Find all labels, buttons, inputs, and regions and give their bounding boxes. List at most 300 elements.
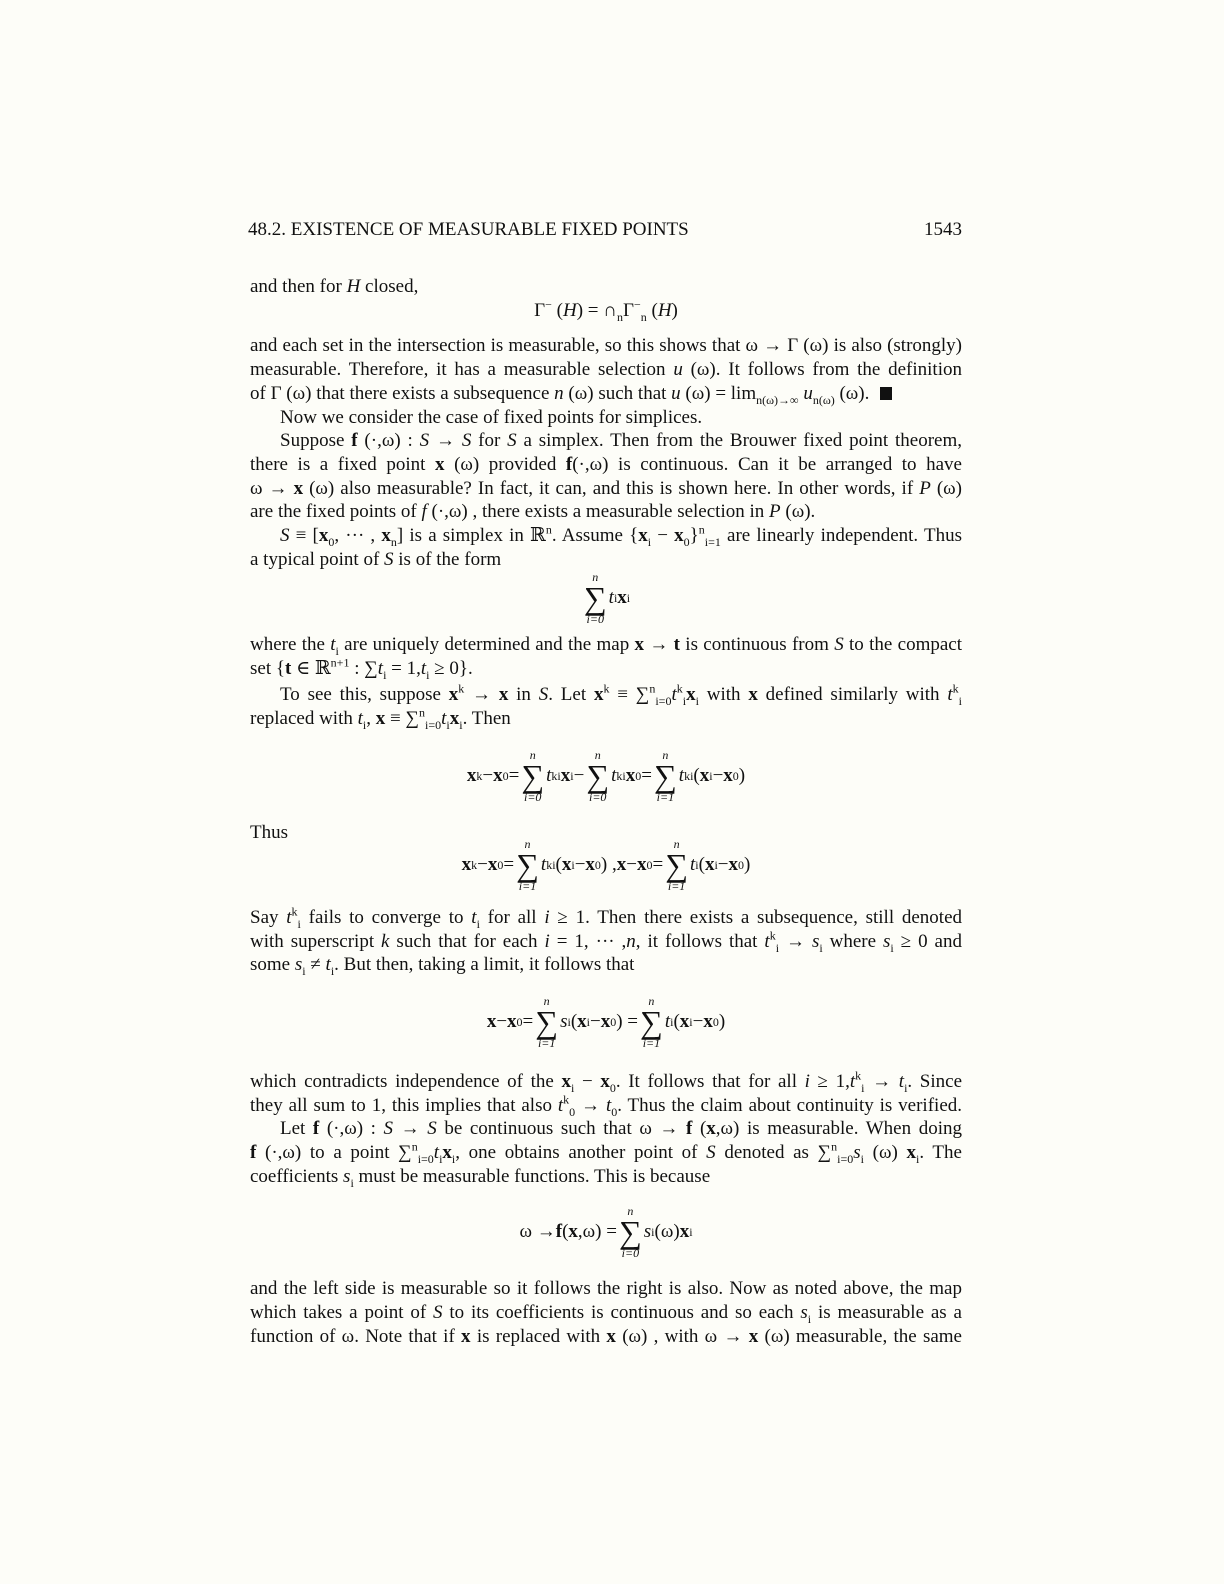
text-run: →	[429, 430, 462, 451]
math-italic: t	[898, 1071, 905, 1092]
sum-upper-limit: n	[592, 570, 599, 584]
math-bold: x	[679, 1221, 690, 1242]
superscript: n	[411, 1139, 418, 1154]
text-run: (ω).	[780, 501, 816, 522]
math-bold: x	[466, 765, 477, 786]
math-italic: t	[357, 708, 363, 729]
sum-lower-limit: i=0	[524, 790, 542, 804]
summation	[586, 749, 609, 803]
display-equation: x k − x 0 = n ∑ i=0 t k i x i − n ∑ i=0 t k i x 0 = n ∑ i=1 t k i ( x i − x 0 )	[466, 748, 746, 804]
text-run: . Assume {	[551, 525, 639, 546]
subscript: i=0	[425, 717, 442, 732]
math-bold: x	[449, 708, 460, 729]
math-italic: s	[883, 931, 891, 952]
summation	[619, 1205, 642, 1259]
math-bold: x	[636, 854, 647, 875]
text-run: (	[562, 1221, 569, 1242]
text-line	[250, 1117, 962, 1141]
text-run: ≡ ∑	[609, 684, 650, 705]
text-run: (ω) also measurable? In fact, it can, and this is shown here. In other words, if	[303, 478, 920, 499]
superscript: k	[458, 681, 465, 696]
text-line	[250, 548, 962, 572]
summation	[535, 995, 558, 1049]
text-run: Suppose	[280, 430, 352, 451]
math-bold: x	[686, 684, 696, 705]
text-run: −	[496, 1011, 508, 1032]
text-run: is of the form	[393, 549, 502, 570]
sum-lower-limit: i=1	[642, 1036, 661, 1050]
text-run: →	[644, 634, 674, 655]
math-italic: t	[441, 708, 447, 729]
subscript: i=0	[837, 1151, 854, 1166]
text-run: (	[551, 300, 563, 321]
text-run: Let	[280, 1118, 313, 1139]
sum-lower-limit: i=0	[589, 790, 607, 804]
math-italic: S	[280, 525, 290, 546]
display-equation: x k − x 0 = n ∑ i=1 t k i ( x i − x 0 ) , x − x 0 = n ∑ i=1 t i ( x i − x 0 )	[461, 837, 751, 893]
superscript: n	[831, 1139, 838, 1154]
math-bold: x	[617, 587, 627, 608]
text-run: )	[718, 1011, 726, 1032]
math-bold: x	[634, 634, 645, 655]
summation	[640, 995, 663, 1049]
math-bold: x	[381, 525, 391, 546]
text-run: fails to converge to	[300, 907, 472, 928]
math-bold: x	[561, 1071, 571, 1092]
math-bold: x	[606, 1326, 616, 1347]
text-run: . Thus the claim about continuity is verified.	[617, 1095, 962, 1116]
math-italic: s	[343, 1166, 351, 1187]
text-line	[250, 657, 962, 681]
sigma-icon: ∑	[665, 847, 688, 883]
math-italic: s	[560, 1011, 568, 1032]
math-italic: t	[664, 1011, 671, 1032]
math-italic: P	[769, 501, 781, 522]
math-bold: x	[728, 854, 739, 875]
text-run: (·,ω) , there exists a measurable selection in	[426, 501, 770, 522]
text-line	[250, 406, 962, 430]
math-bold: x	[706, 1118, 716, 1139]
subscript: i	[439, 1151, 443, 1166]
text-run: there is a fixed point	[250, 454, 435, 475]
text-run: −	[574, 854, 586, 875]
text-run: (ω) provided	[444, 454, 566, 475]
text-line	[250, 906, 962, 930]
text-run: a typical point of	[250, 549, 385, 570]
math-italic: t	[433, 1142, 440, 1163]
math-bold: x	[507, 1011, 517, 1032]
superscript: n	[545, 522, 552, 537]
text-run: , one obtains another point of	[455, 1142, 707, 1163]
subscript: i	[362, 717, 367, 732]
subscript: i	[890, 940, 894, 955]
math-bold: f	[250, 1142, 257, 1163]
text-run: with	[698, 684, 749, 705]
text-run: ≡ [	[289, 525, 319, 546]
text-run: (ω). It follows from the definition	[682, 359, 962, 380]
subscript: i	[647, 534, 652, 549]
superscript: n	[419, 705, 426, 720]
math-italic: t	[611, 765, 617, 786]
summation	[521, 749, 544, 803]
text-run: ω →	[250, 478, 294, 499]
text-run: to its coefficients is continuous and so each	[442, 1302, 801, 1323]
subscript: i	[383, 667, 387, 682]
text-line	[250, 299, 962, 323]
math-italic: H	[346, 276, 361, 297]
math-italic: i	[804, 1071, 810, 1092]
math-bold: x	[638, 525, 648, 546]
math-bold: t	[673, 634, 680, 655]
text-run: −	[626, 854, 637, 875]
text-run: Γ	[622, 300, 634, 321]
math-bold: x	[748, 1326, 759, 1347]
subscript: i	[682, 693, 687, 708]
superscript: k	[603, 681, 610, 696]
text-run: −	[692, 1011, 704, 1032]
superscript: k	[291, 904, 298, 919]
math-italic: u	[803, 383, 813, 404]
math-bold: x	[748, 684, 758, 705]
text-run: )	[744, 854, 751, 875]
text-line	[250, 1141, 962, 1165]
text-line	[250, 1070, 962, 1094]
text-run: ,ω) is measurable. When doing	[715, 1118, 962, 1139]
text-run: ≥ 0}.	[429, 658, 473, 679]
math-bold: x	[600, 1071, 610, 1092]
text-run: for	[471, 430, 508, 451]
text-run: where the	[250, 634, 331, 655]
math-italic: n	[626, 931, 636, 952]
text-run: −	[573, 765, 585, 786]
text-run: is continuous from	[679, 634, 835, 655]
text-run: must be measurable functions. This is because	[353, 1166, 711, 1187]
text-run: (	[698, 854, 705, 875]
text-run: (·,ω) to a point ∑	[256, 1142, 412, 1163]
text-run: with superscript	[250, 931, 382, 952]
subscript: i	[958, 693, 962, 708]
subscript: i	[904, 1080, 908, 1095]
math-italic: t	[557, 1095, 564, 1116]
qed-square-icon	[880, 387, 892, 400]
text-line	[250, 500, 962, 524]
text-run: and then for	[250, 276, 347, 297]
text-run: ∈ ℝ	[291, 658, 331, 679]
subscript: i	[297, 916, 301, 931]
math-bold: x	[625, 765, 636, 786]
math-bold: x	[493, 765, 503, 786]
math-bold: f	[351, 430, 358, 451]
text-run: which contradicts independence of the	[250, 1071, 562, 1092]
text-run: for all	[479, 907, 545, 928]
subscript: i	[451, 1151, 456, 1166]
text-run: and the left side is measurable so it follows the right is also. Now as noted above, the map	[250, 1278, 962, 1299]
sum-lower-limit: i=1	[537, 1036, 556, 1050]
math-bold: x	[600, 1011, 611, 1032]
math-italic: i	[544, 931, 550, 952]
text-run: Γ	[534, 300, 546, 321]
text-run: ≠	[305, 954, 326, 975]
math-bold: x	[703, 1011, 713, 1032]
superscript: n	[698, 522, 705, 537]
text-run: (	[693, 765, 700, 786]
text-run: ≥ 0 and	[893, 931, 962, 952]
text-run: ≥ 1. Then there exists a subsequence, still denoted	[549, 907, 963, 928]
text-run: )	[738, 765, 746, 786]
text-run: they all sum to 1, this implies that also	[250, 1095, 558, 1116]
text-run: in	[508, 684, 539, 705]
math-italic: S	[538, 684, 549, 705]
superscript: k	[676, 681, 683, 696]
text-run: are linearly independent. Thus	[720, 525, 963, 546]
math-bold: x	[679, 1011, 690, 1032]
text-run: →	[864, 1071, 899, 1092]
text-run: which takes a point of	[250, 1302, 434, 1323]
math-italic: S	[427, 1118, 437, 1139]
text-line	[250, 1277, 962, 1301]
subscript: 0	[611, 1104, 618, 1119]
sum-upper-limit: n	[627, 1204, 634, 1218]
text-line	[250, 1325, 962, 1349]
text-run: is measurable as a	[811, 1302, 962, 1323]
math-italic: t	[764, 931, 770, 952]
text-line	[250, 453, 962, 477]
text-run: −	[590, 1011, 601, 1032]
summation	[654, 749, 677, 803]
math-bold: t	[284, 658, 292, 679]
text-run: . Then	[462, 708, 511, 729]
text-run: (ω)	[864, 1142, 907, 1163]
text-run: to the compact	[843, 634, 962, 655]
text-run: = 1,	[386, 658, 421, 679]
text-line	[250, 524, 962, 548]
text-run: ,ω) =	[577, 1221, 617, 1242]
text-run: −	[574, 1071, 601, 1092]
superscript: −	[545, 297, 552, 312]
text-run: −	[482, 765, 494, 786]
superscript: n	[649, 681, 656, 696]
summation	[665, 838, 688, 892]
text-run: =	[522, 1011, 534, 1032]
subscript: i	[775, 940, 780, 955]
subscript: i	[446, 717, 450, 732]
sum-upper-limit: n	[529, 748, 536, 762]
math-italic: t	[947, 684, 953, 705]
math-italic: s	[643, 1221, 652, 1242]
math-italic: t	[377, 658, 384, 679]
text-run: (ω).	[834, 383, 875, 404]
math-italic: s	[294, 954, 303, 975]
subscript: i	[426, 667, 430, 682]
math-bold: x	[498, 684, 509, 705]
math-italic: t	[608, 587, 614, 608]
text-run: closed,	[360, 276, 419, 297]
text-line	[250, 683, 962, 707]
text-run: . It follows that for all	[615, 1071, 805, 1092]
text-run: function of ω. Note that if	[250, 1326, 462, 1347]
section-title: 48.2. EXISTENCE OF MEASURABLE FIXED POINTS	[248, 219, 689, 240]
sum-upper-limit: n	[594, 748, 601, 762]
subscript: i	[350, 1175, 354, 1190]
text-run: (	[570, 1011, 578, 1032]
text-run: (	[555, 854, 562, 875]
display-equation: x − x 0 = n ∑ i=1 s i ( x i − x 0 ) = n ∑ i=1 t i ( x i − x 0 )	[486, 994, 726, 1050]
text-run: ≡ ∑	[385, 708, 420, 729]
math-italic: t	[471, 907, 477, 928]
sigma-icon: ∑	[521, 758, 545, 794]
math-italic: t	[330, 634, 336, 655]
math-bold: x	[906, 1142, 916, 1163]
subscript: n(ω)→∞	[756, 392, 799, 407]
text-run: ) ,	[600, 854, 617, 875]
math-italic: s	[811, 931, 820, 952]
math-bold: x	[699, 765, 710, 786]
text-run: . Since	[907, 1071, 963, 1092]
math-italic: t	[540, 854, 547, 875]
math-italic: i	[544, 907, 550, 928]
text-run: = 1, ··· ,	[549, 931, 627, 952]
text-run: To see this, suppose	[280, 684, 449, 705]
text-run: be continuous such that ω →	[436, 1118, 687, 1139]
sum-upper-limit: n	[543, 994, 550, 1008]
summation	[584, 571, 607, 625]
math-bold: x	[593, 684, 604, 705]
text-run: . But then, taking a limit, it follows that	[334, 954, 635, 975]
text-run: }	[689, 525, 699, 546]
text-run: , ··· ,	[334, 525, 382, 546]
math-bold: f	[555, 1221, 563, 1242]
superscript: n+1	[330, 655, 350, 670]
sum-upper-limit: n	[662, 748, 669, 762]
sigma-icon: ∑	[535, 1004, 559, 1040]
text-run: −	[717, 854, 729, 875]
math-italic: t	[690, 854, 696, 875]
math-bold: x	[568, 1221, 578, 1242]
text-run: ) =	[616, 1011, 639, 1032]
subscript: i	[330, 963, 335, 978]
math-italic: f	[421, 501, 427, 522]
text-run: →	[393, 1118, 428, 1139]
superscript: −	[633, 297, 641, 312]
text-line	[250, 633, 962, 657]
text-run: are the fixed points of	[250, 501, 422, 522]
math-italic: P	[919, 478, 931, 499]
text-run: ,	[366, 708, 376, 729]
math-italic: t	[546, 765, 552, 786]
sigma-icon: ∑	[586, 758, 610, 794]
math-italic: n	[554, 383, 564, 404]
text-run: measurable. Therefore, it has a measurable selection	[250, 359, 674, 380]
subscript: i	[335, 643, 339, 658]
subscript: i	[302, 963, 306, 978]
subscript: 0	[683, 534, 690, 549]
subscript: n	[390, 534, 397, 549]
math-bold: x	[486, 1011, 497, 1032]
sum-lower-limit: i=0	[586, 612, 604, 626]
math-italic: S	[834, 634, 844, 655]
math-italic: S	[383, 1118, 394, 1139]
subscript: i=0	[417, 1151, 434, 1166]
text-run: defined similarly with	[757, 684, 948, 705]
sum-lower-limit: i=0	[621, 1246, 640, 1260]
sigma-icon: ∑	[516, 847, 539, 883]
math-bold: x	[674, 525, 684, 546]
math-italic: H	[657, 300, 672, 321]
text-run: is replaced with	[470, 1326, 607, 1347]
subscript: 0	[609, 1080, 616, 1095]
text-run: (	[673, 1011, 680, 1032]
text-run: coefficients	[250, 1166, 344, 1187]
math-bold: x	[616, 854, 627, 875]
text-line	[250, 930, 962, 954]
text-run: (·,ω) is continuous. Can it be arranged to have	[572, 454, 962, 475]
text-run: denoted as ∑	[715, 1142, 832, 1163]
text-line	[250, 275, 962, 299]
superscript: k	[563, 1092, 570, 1107]
text-run: Say	[250, 907, 287, 928]
math-italic: S	[419, 430, 430, 451]
sigma-icon: ∑	[653, 758, 677, 794]
sigma-icon: ∑	[618, 1214, 642, 1250]
text-run: , it follows that	[635, 931, 765, 952]
math-italic: k	[381, 931, 390, 952]
display-equation: n ∑ i=0 t i x i	[583, 570, 631, 626]
text-run: . Let	[548, 684, 594, 705]
subscript: i	[861, 1080, 865, 1095]
text-run: ) = ∩	[576, 300, 617, 321]
text-run: −	[712, 765, 724, 786]
text-run: )	[671, 300, 678, 321]
text-run: a simplex. Then from the Brouwer fixed point theorem,	[516, 430, 962, 451]
text-line	[250, 953, 962, 977]
subscript: i	[570, 1080, 575, 1095]
math-bold: x	[704, 854, 715, 875]
math-bold: x	[318, 525, 329, 546]
text-run: =	[503, 854, 515, 875]
text-run: ω →	[519, 1221, 556, 1242]
subscript: n(ω)	[812, 392, 835, 407]
text-run: (ω)	[654, 1221, 680, 1242]
math-italic: t	[325, 954, 331, 975]
text-run: and each set in the intersection is measurable, so this shows that ω → Γ (ω) is also (strongly)	[250, 335, 962, 356]
subscript: n	[616, 309, 623, 324]
text-run: set {	[250, 658, 285, 679]
text-run: Now we consider the case of fixed points for simplices.	[280, 407, 703, 428]
text-run: (ω)	[930, 478, 962, 499]
subscript: i	[459, 717, 463, 732]
math-bold: x	[461, 854, 472, 875]
sum-lower-limit: i=1	[667, 879, 686, 893]
summation	[516, 838, 539, 892]
math-italic: u	[671, 383, 681, 404]
superscript: k	[769, 928, 776, 943]
math-italic: s	[800, 1302, 808, 1323]
running-header	[248, 219, 962, 241]
text-run: (·,ω) :	[357, 430, 420, 451]
text-line	[250, 707, 962, 731]
text-run: →	[779, 931, 812, 952]
text-line	[250, 358, 962, 382]
math-bold: x	[293, 478, 304, 499]
text-run: (ω) such that	[563, 383, 672, 404]
display-equation: ω → f ( x ,ω) = n ∑ i=0 s i (ω) x i	[519, 1204, 693, 1260]
subscript: i	[807, 1311, 812, 1326]
text-line	[250, 1301, 962, 1325]
text-run: (ω) = lim	[680, 383, 757, 404]
subscript: 0	[328, 534, 335, 549]
math-bold: x	[435, 454, 445, 475]
math-bold: x	[461, 1326, 471, 1347]
